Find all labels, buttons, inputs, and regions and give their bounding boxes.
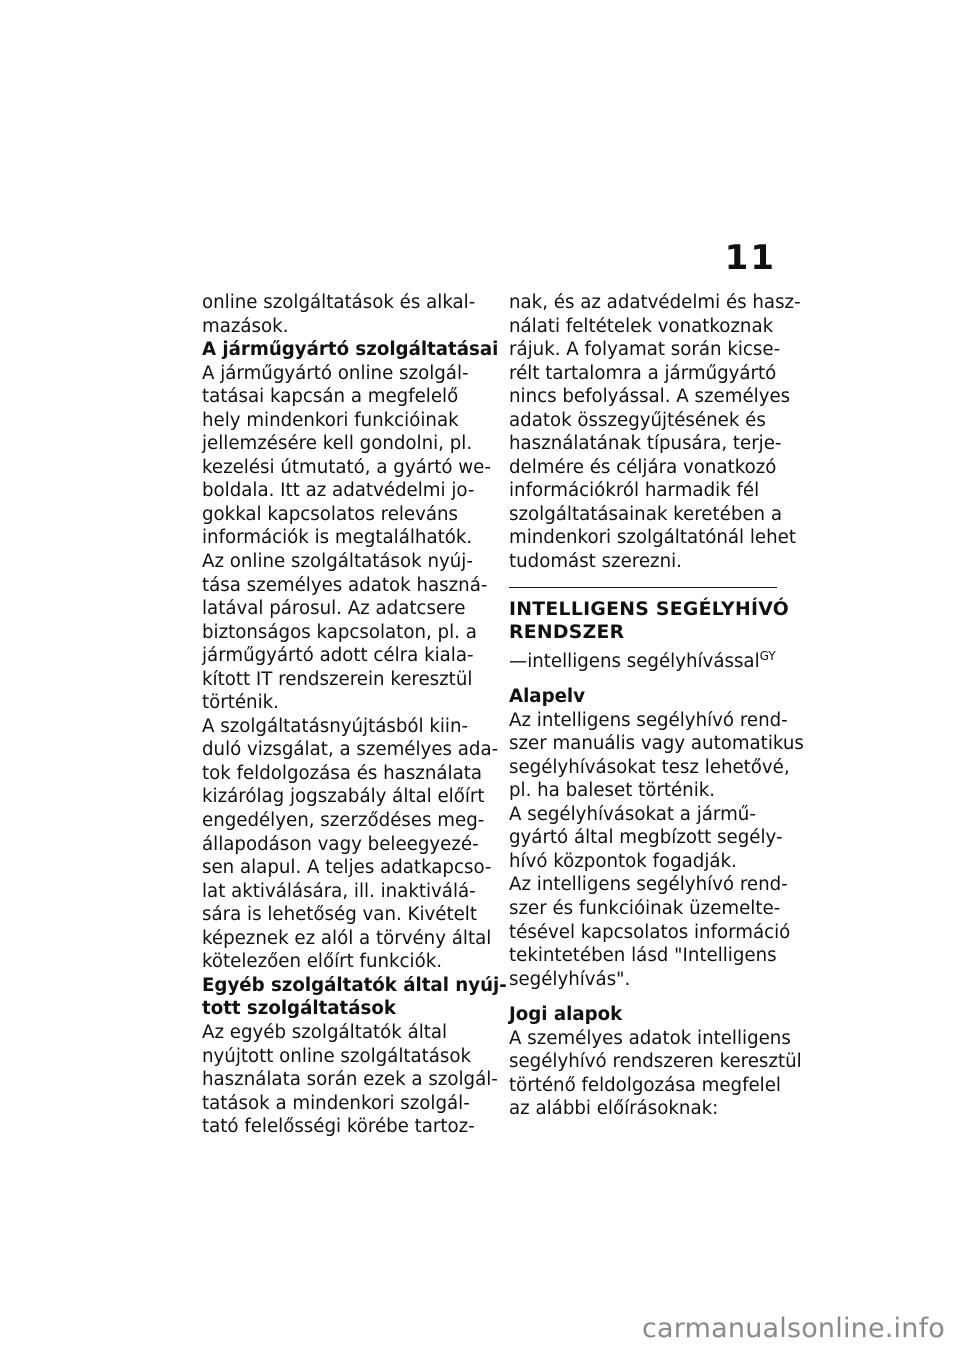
text-line: használatának típusára, terje- <box>509 433 782 455</box>
text-line: tudomást szerezni. <box>509 551 682 573</box>
text-line: tok feldolgozása és használata <box>202 762 482 784</box>
section-body <box>202 1021 498 1139</box>
text-line: hely mindenkori funkcióinak <box>202 409 459 431</box>
text-line: A segélyhívásokat a jármű- <box>509 803 756 825</box>
section-title-line: RENDSZER <box>509 622 625 644</box>
text-line: segélyhívás". <box>509 968 631 990</box>
text-line: hívó központok fogadják. <box>509 850 737 872</box>
text-line: online szolgáltatások és alkal- <box>202 292 476 313</box>
section-heading: Alapelv <box>509 686 586 708</box>
text-line: duló vizsgálat, a személyes ada- <box>202 739 499 761</box>
page-number: 11 <box>724 238 776 278</box>
text-line: sen alapul. A teljes adatkapcso- <box>202 857 492 879</box>
text-line: A járműgyártó online szolgál- <box>202 362 469 384</box>
text-line: segélyhívásokat tesz lehetővé, <box>509 756 790 778</box>
section-body <box>202 362 499 974</box>
text-line: tatások a mindenkori szolgál- <box>202 1092 470 1114</box>
text-line: információk is megtalálhatók. <box>202 527 473 549</box>
text-line: történő feldolgozása megfelel <box>509 1074 781 1096</box>
text-line: állapodáson vagy beleegyezé- <box>202 833 479 855</box>
section-heading: tott szolgáltatások <box>202 998 396 1020</box>
section-divider <box>509 587 777 588</box>
text-line: szer és funkcióinak üzemelte- <box>509 898 781 920</box>
text-line: használata során ezek a szolgál- <box>202 1069 498 1091</box>
text-line: boldala. Itt az adatvédelmi jo- <box>202 480 475 502</box>
text-line: nyújtott online szolgáltatások <box>202 1045 472 1067</box>
intro-text <box>202 291 492 338</box>
section-body <box>509 709 804 992</box>
section-other-providers <box>202 974 507 1139</box>
text-line: képeznek ez alól a törvény által <box>202 927 492 949</box>
text-line: járműgyártó adott célra kiala- <box>202 645 474 667</box>
text-line: Az online szolgáltatások nyúj- <box>202 551 473 573</box>
text-line: gokkal kapcsolatos releváns <box>202 503 459 525</box>
text-line: engedélyen, szerződéses meg- <box>202 810 485 832</box>
section-title <box>509 598 790 645</box>
text-line: tató felelősségi körébe tartoz- <box>202 1116 475 1138</box>
text-line: segélyhívó rendszeren keresztül <box>509 1051 802 1073</box>
text-line: kizárólag jogszabály által előírt <box>202 786 485 808</box>
text-line: adatok összegyűjtésének és <box>509 409 766 431</box>
text-line: pl. ha baleset történik. <box>509 780 716 802</box>
section-body <box>509 1027 802 1121</box>
text-line: mindenkori szolgáltatónál lehet <box>509 527 796 549</box>
text-line: rélt tartalomra a járműgyártó <box>509 362 777 384</box>
text-line: gyártó által megbízott segély- <box>509 827 783 849</box>
text-line: rájuk. A folyamat során kicse- <box>509 339 781 361</box>
text-line: Az intelligens segélyhívó rend- <box>509 874 788 896</box>
text-line: latával párosul. Az adatcsere <box>202 598 466 620</box>
text-line: tekintetében lásd "Intelligens <box>509 945 777 967</box>
text-line: jellemzésére kell gondolni, pl. <box>202 433 473 455</box>
text-line: A személyes adatok intelligens <box>509 1027 791 1049</box>
section-legal-basis <box>509 1003 802 1121</box>
text-line: nincs befolyással. A személyes <box>509 386 791 408</box>
text-line: delmére és céljára vonatkozó <box>509 456 777 478</box>
text-line: tésével kapcsolatos információ <box>509 921 791 943</box>
text-line: kötelezően előírt funkciók. <box>202 951 443 973</box>
text-line: nálati feltételek vonatkoznak <box>509 315 774 337</box>
text-line: lat aktiválására, ill. inaktiválá- <box>202 880 476 902</box>
text-line: szer manuális vagy automatikus <box>509 733 804 755</box>
text-line: az alábbi előírásoknak: <box>509 1098 719 1120</box>
text-line: információkról harmadik fél <box>509 480 760 502</box>
text-line: szolgáltatásainak keretében a <box>509 503 783 525</box>
section-heading: Jogi alapok <box>509 1004 623 1026</box>
subtitle-text: —intelligens segélyhívással <box>509 650 760 672</box>
text-line: történik. <box>202 692 279 714</box>
text-line: Az intelligens segélyhívó rend- <box>509 709 788 731</box>
text-line: kított IT rendszerein keresztül <box>202 668 473 690</box>
text-line: nak, és az adatvédelmi és hasz- <box>509 292 801 313</box>
watermark: carmanualsonline.info <box>642 1313 945 1344</box>
text-line: kezelési útmutató, a gyártó we- <box>202 456 491 478</box>
section-subtitle <box>509 650 781 674</box>
text-line: tása személyes adatok haszná- <box>202 574 488 596</box>
section-heading: A járműgyártó szolgáltatásai <box>202 339 499 361</box>
section-heading: Egyéb szolgáltatók által nyúj- <box>202 974 507 996</box>
continuation-text <box>509 291 801 574</box>
text-line: A szolgáltatásnyújtásból kiin- <box>202 715 469 737</box>
section-principle <box>509 685 804 991</box>
right-column <box>509 291 804 1121</box>
section-manufacturer-services <box>202 338 499 974</box>
text-line: sára is lehetőség van. Kivételt <box>202 904 477 926</box>
text-line: Az egyéb szolgáltatók által <box>202 1021 448 1043</box>
subtitle-superscript: GY <box>759 648 776 663</box>
text-line: mazások. <box>202 315 289 337</box>
text-line: tatásai kapcsán a megfelelő <box>202 386 459 408</box>
section-title-line: INTELLIGENS SEGÉLYHÍVÓ <box>509 598 790 620</box>
left-column <box>202 291 507 1139</box>
text-line: biztonságos kapcsolaton, pl. a <box>202 621 477 643</box>
